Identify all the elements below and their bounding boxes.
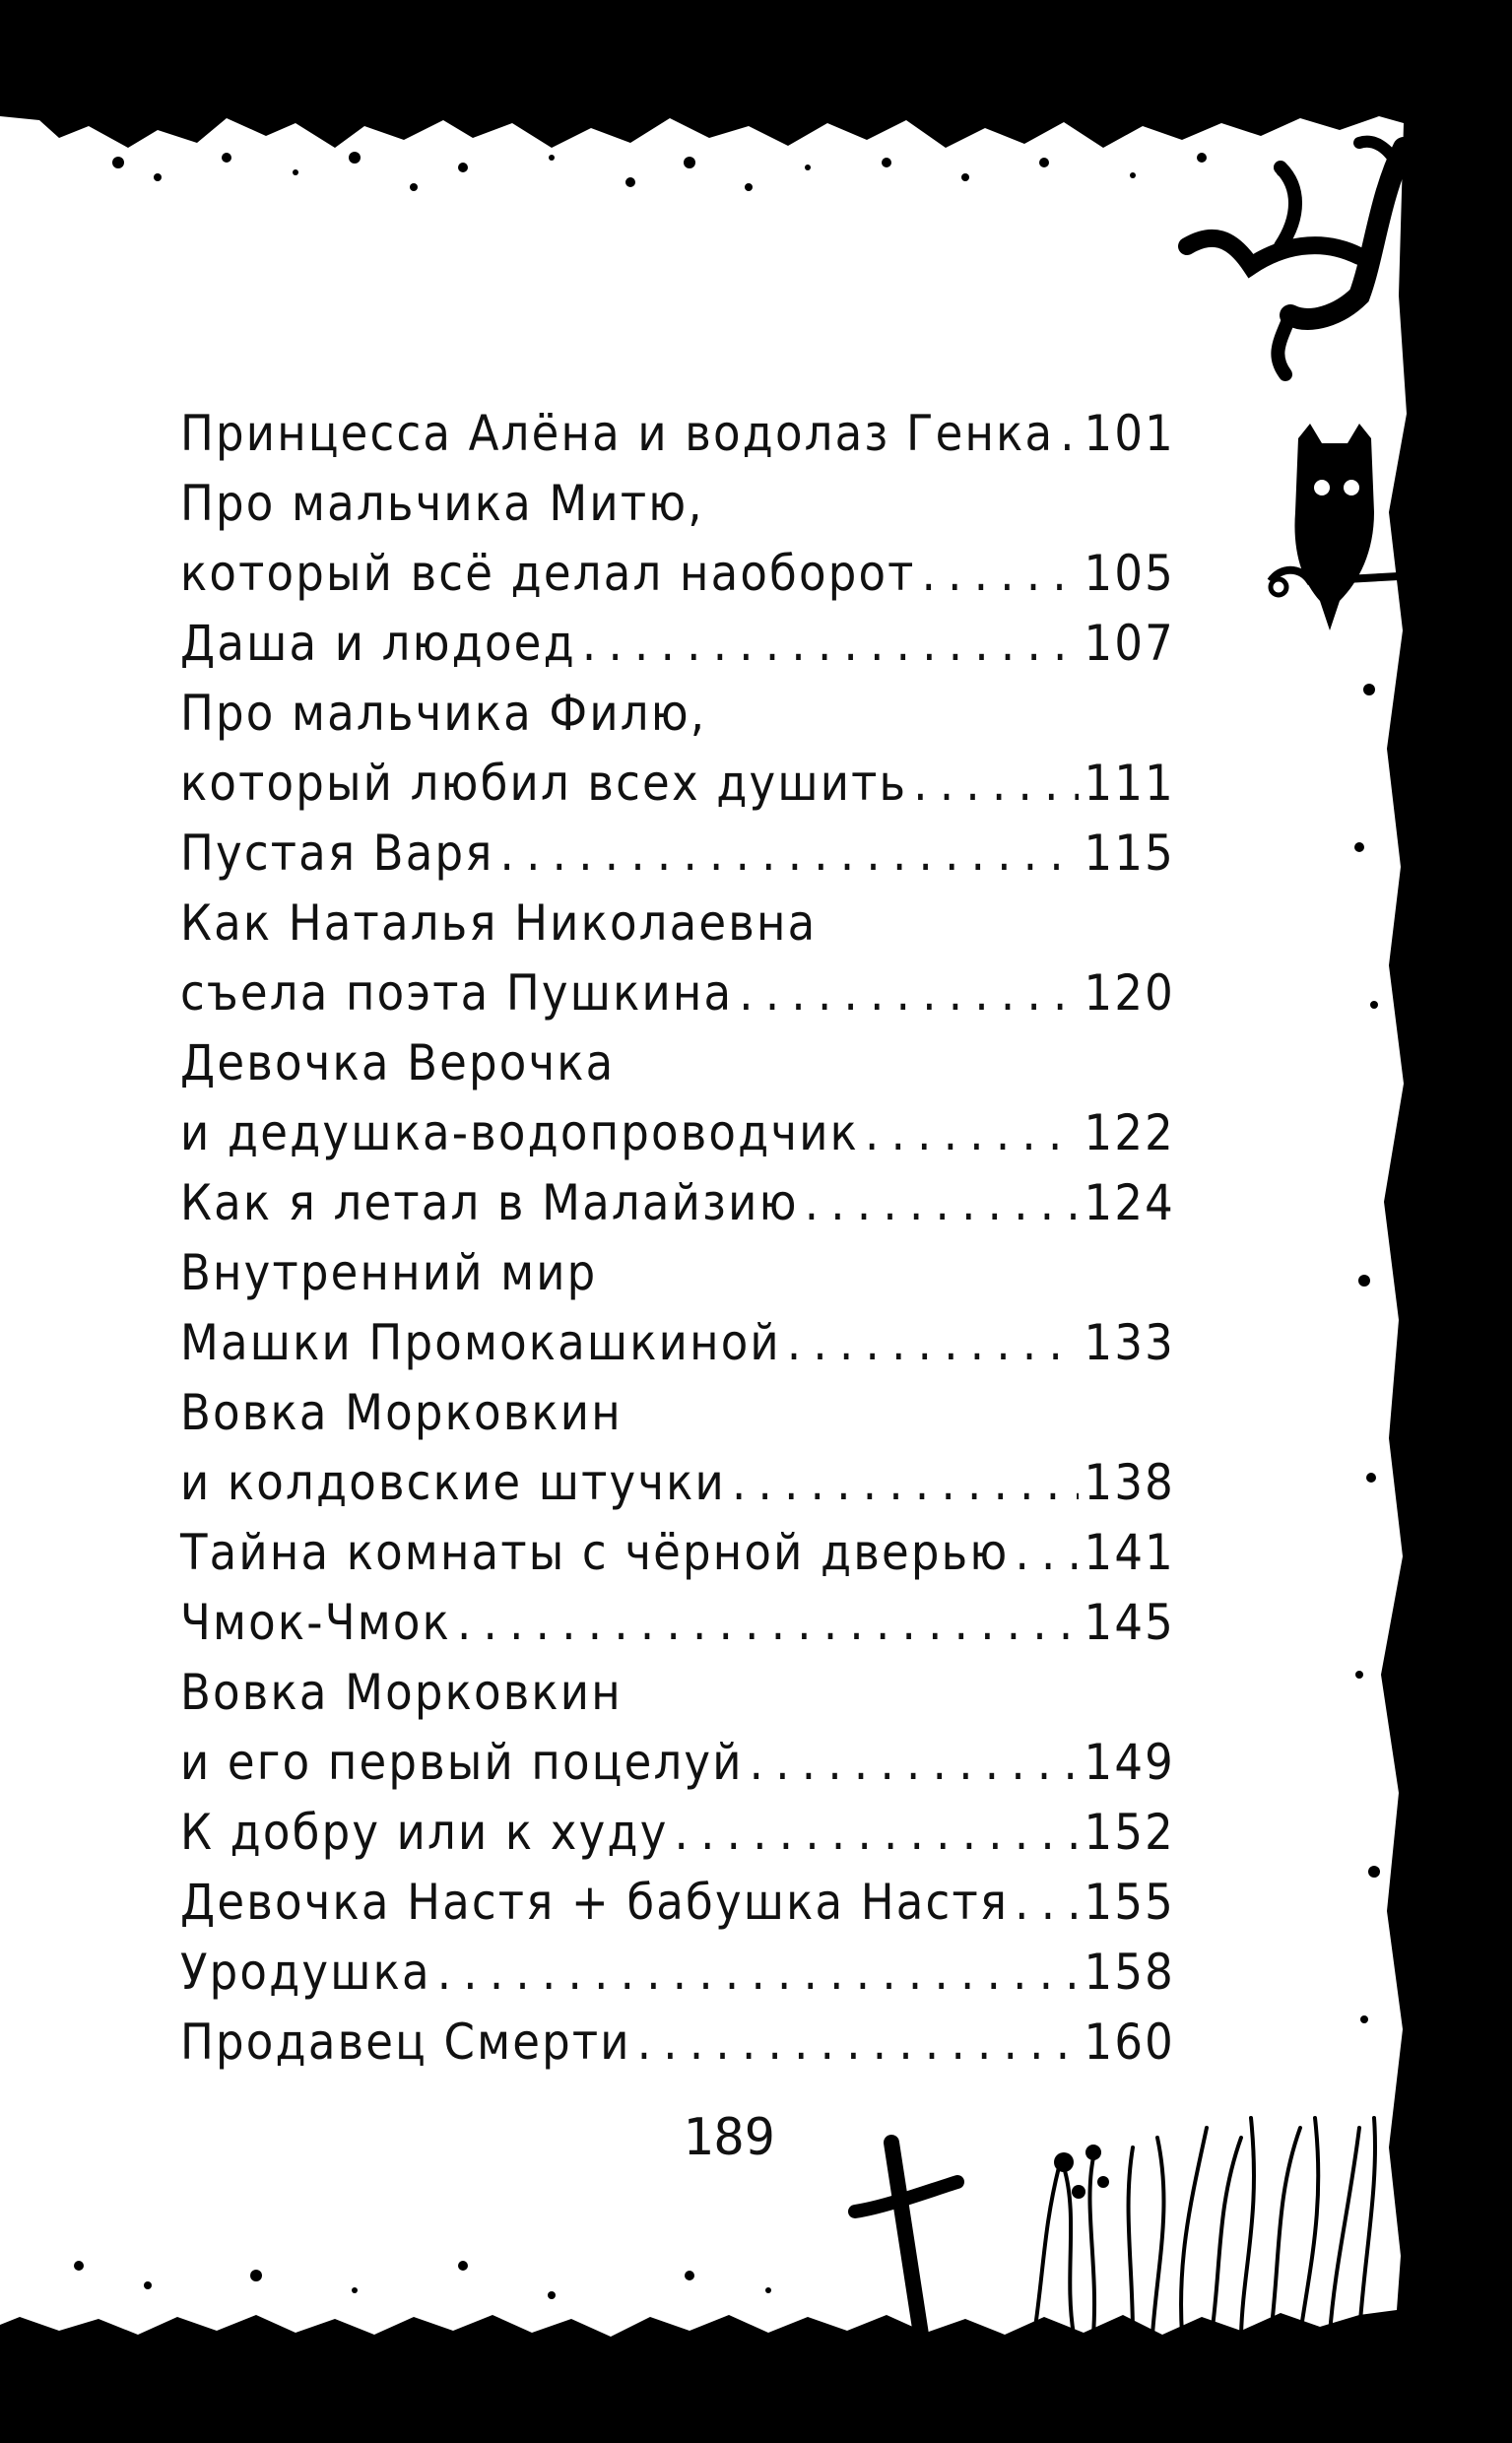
toc-entry-title: съела поэта Пушкина (180, 964, 734, 1022)
toc-entry-title: и дедушка-водопроводчик (180, 1104, 860, 1161)
toc-leader-dots (787, 1308, 1079, 1378)
toc-entry-page: 145 (1084, 1594, 1175, 1651)
toc-entry-page: 138 (1084, 1454, 1175, 1511)
toc-entry-title: Как Наталья Николаевна (180, 894, 818, 952)
toc-entry-title: Про мальчика Митю, (180, 475, 704, 532)
toc-entry (180, 1588, 1175, 1658)
toc-entry-title: который любил всех душить (180, 755, 908, 812)
toc-entry-page: 149 (1084, 1734, 1175, 1791)
toc-leader-dots (805, 1168, 1079, 1238)
toc-entry-title: и его первый поцелуй (180, 1734, 744, 1791)
toc-entry (180, 958, 1175, 1028)
toc-leader-dots (732, 1448, 1079, 1518)
toc-entry-title: Продавец Смерти (180, 2014, 631, 2071)
toc-entry-page: 133 (1084, 1314, 1175, 1371)
toc-entry (180, 1938, 1175, 2008)
toc-entry (180, 1798, 1175, 1868)
toc-leader-dots (1015, 1518, 1078, 1588)
toc-entry-page: 105 (1084, 545, 1175, 602)
toc-entry (180, 1308, 1175, 1378)
toc-entry-page: 122 (1084, 1104, 1175, 1161)
toc-leader-dots (457, 1588, 1079, 1658)
toc-entry (180, 819, 1175, 889)
toc-entry (180, 1238, 1175, 1308)
toc-entry (180, 1378, 1175, 1448)
toc-entry-title: и колдовские штучки (180, 1454, 726, 1511)
toc-entry-title: Вовка Морковкин (180, 1664, 623, 1721)
toc-entry (180, 609, 1175, 679)
toc-entry-page: 124 (1084, 1174, 1175, 1231)
toc-entry-title: Вовка Морковкин (180, 1384, 623, 1441)
toc-entry (180, 399, 1175, 469)
toc-entry-title: Внутренний мир (180, 1244, 598, 1301)
toc-leader-dots (922, 539, 1079, 609)
toc-entry-page: 141 (1084, 1524, 1175, 1581)
toc-entry-title: Даша и людоед (180, 615, 576, 672)
toc-entry-page: 101 (1084, 405, 1175, 462)
toc-entry-page: 107 (1084, 615, 1175, 672)
toc-entry-title: Уродушка (180, 1944, 431, 2001)
toc-entry (180, 749, 1175, 819)
toc-entry (180, 1728, 1175, 1798)
table-of-contents (180, 399, 1175, 2078)
toc-entry-page: 155 (1084, 1874, 1175, 1931)
toc-entry (180, 469, 1175, 539)
toc-entry-title: Тайна комнаты с чёрной дверью (180, 1524, 1010, 1581)
toc-entry (180, 889, 1175, 958)
toc-entry (180, 1868, 1175, 1938)
toc-entry (180, 679, 1175, 749)
toc-entry-page: 111 (1084, 755, 1175, 812)
toc-leader-dots (1015, 1868, 1078, 1938)
toc-entry-title: Машки Промокашкиной (180, 1314, 781, 1371)
toc-entry-title: Про мальчика Филю, (180, 685, 707, 742)
toc-entry (180, 539, 1175, 609)
toc-entry-title: Принцесса Алёна и водолаз Генка (180, 405, 1055, 462)
toc-entry-title: К добру или к худу (180, 1804, 669, 1861)
toc-entry-page: 152 (1084, 1804, 1175, 1861)
toc-entry-page: 115 (1084, 825, 1175, 882)
toc-leader-dots (500, 819, 1079, 889)
toc-entry (180, 1168, 1175, 1238)
toc-entry (180, 1448, 1175, 1518)
toc-entry-title: Девочка Настя + бабушка Настя (180, 1874, 1010, 1931)
toc-entry (180, 1658, 1175, 1728)
toc-entry-title: Пустая Варя (180, 825, 494, 882)
page-number: 189 (683, 2108, 775, 2167)
toc-leader-dots (739, 958, 1078, 1028)
toc-entry (180, 2008, 1175, 2078)
toc-leader-dots (865, 1098, 1079, 1168)
toc-leader-dots (637, 2008, 1079, 2078)
toc-entry-page: 158 (1084, 1944, 1175, 2001)
toc-entry-title: Чмок-Чмок (180, 1594, 451, 1651)
toc-leader-dots (913, 749, 1078, 819)
toc-entry-title: который всё делал наоборот (180, 545, 916, 602)
toc-entry (180, 1098, 1175, 1168)
toc-leader-dots (437, 1938, 1079, 2008)
toc-leader-dots (1060, 399, 1078, 469)
toc-leader-dots (750, 1728, 1079, 1798)
toc-entry-page: 160 (1084, 2014, 1175, 2071)
toc-entry-title: Как я летал в Малайзию (180, 1174, 799, 1231)
toc-leader-dots (582, 609, 1079, 679)
toc-entry (180, 1028, 1175, 1098)
toc-entry-title: Девочка Верочка (180, 1034, 616, 1091)
toc-entry (180, 1518, 1175, 1588)
toc-entry-page: 120 (1084, 964, 1175, 1022)
toc-leader-dots (675, 1798, 1079, 1868)
